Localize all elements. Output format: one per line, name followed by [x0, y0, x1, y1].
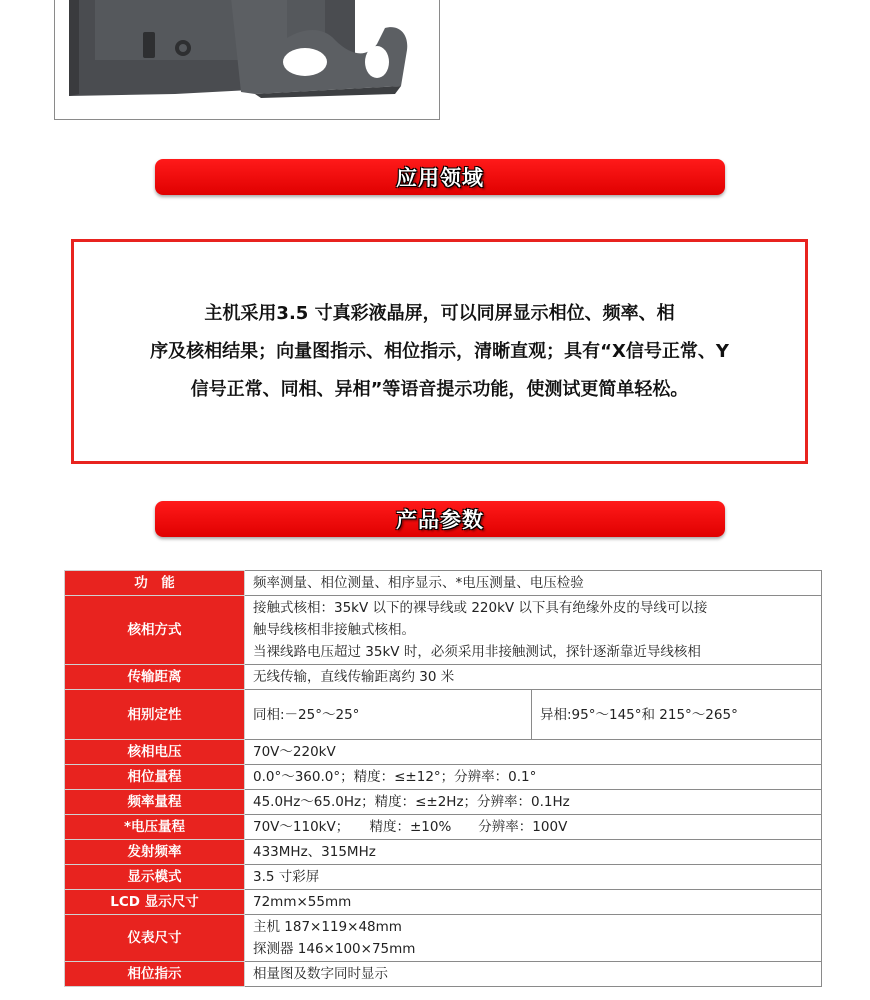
table-row [65, 665, 822, 690]
section-banner-params [155, 501, 725, 537]
table-row [65, 765, 822, 790]
row-label: 频率量程 [65, 790, 245, 815]
value-line: 当裸线路电压超过 35kV 时，必须采用非接触测试，探针逐渐靠近导线核相 [253, 644, 701, 660]
table-row [65, 890, 822, 915]
row-value: 433MHz、315MHz [245, 840, 822, 865]
table-row [65, 596, 822, 665]
row-label: LCD 显示尺寸 [65, 890, 245, 915]
row-value: 45.0Hz～65.0Hz；精度：≤±2Hz；分辨率：0.1Hz [245, 790, 822, 815]
row-value: 频率测量、相位测量、相序显示、*电压测量、电压检验 [245, 571, 822, 596]
row-label: *电压量程 [65, 815, 245, 840]
row-label: 显示模式 [65, 865, 245, 890]
table-row [65, 571, 822, 596]
table-row [65, 962, 822, 987]
value-line: 触导线核相非接触式核相。 [253, 622, 415, 638]
table-row [65, 915, 822, 962]
table-row [65, 690, 822, 740]
table-row [65, 790, 822, 815]
row-value: 70V～110kV； 精度：±10% 分辨率：100V [245, 815, 822, 840]
value-line: 主机 187×119×48mm [253, 919, 402, 935]
description-line: 主机采用3.5 寸真彩液晶屏，可以同屏显示相位、频率、相 [204, 302, 675, 324]
row-value: 72mm×55mm [245, 890, 822, 915]
description-text [150, 295, 729, 409]
row-value: 相量图及数字同时显示 [245, 962, 822, 987]
row-value [245, 915, 822, 962]
table-row [65, 840, 822, 865]
row-value-same-phase: 同相:－25°～25° [245, 690, 532, 740]
row-value [245, 596, 822, 665]
row-label: 相别定性 [65, 690, 245, 740]
row-label: 传输距离 [65, 665, 245, 690]
row-label: 发射频率 [65, 840, 245, 865]
row-label: 相位量程 [65, 765, 245, 790]
product-photo [54, 0, 440, 120]
section-title: 应用领域 [396, 166, 484, 190]
value-line: 接触式核相：35kV 以下的裸导线或 220kV 以下具有绝缘外皮的导线可以接 [253, 600, 708, 616]
row-label: 核相电压 [65, 740, 245, 765]
row-value-different-phase: 异相:95°～145°和 215°～265° [532, 690, 822, 740]
row-value: 0.0°～360.0°；精度：≤±12°；分辨率：0.1° [245, 765, 822, 790]
row-label: 仪表尺寸 [65, 915, 245, 962]
row-label: 功 能 [65, 571, 245, 596]
table-row [65, 815, 822, 840]
description-line: 信号正常、同相、异相”等语音提示功能，使测试更简单轻松。 [190, 378, 689, 400]
row-value: 3.5 寸彩屏 [245, 865, 822, 890]
description-line: 序及核相结果；向量图指示、相位指示，清晰直观；具有“X信号正常、Y [150, 340, 729, 362]
table-row [65, 740, 822, 765]
section-banner-application [155, 159, 725, 195]
application-description [71, 239, 808, 464]
spec-table [64, 570, 822, 987]
row-value: 无线传输，直线传输距离约 30 米 [245, 665, 822, 690]
row-value: 70V～220kV [245, 740, 822, 765]
table-row [65, 865, 822, 890]
device-illustration [55, 0, 440, 120]
section-title: 产品参数 [396, 508, 484, 532]
row-label: 核相方式 [65, 596, 245, 665]
value-line: 探测器 146×100×75mm [253, 941, 416, 957]
row-label: 相位指示 [65, 962, 245, 987]
